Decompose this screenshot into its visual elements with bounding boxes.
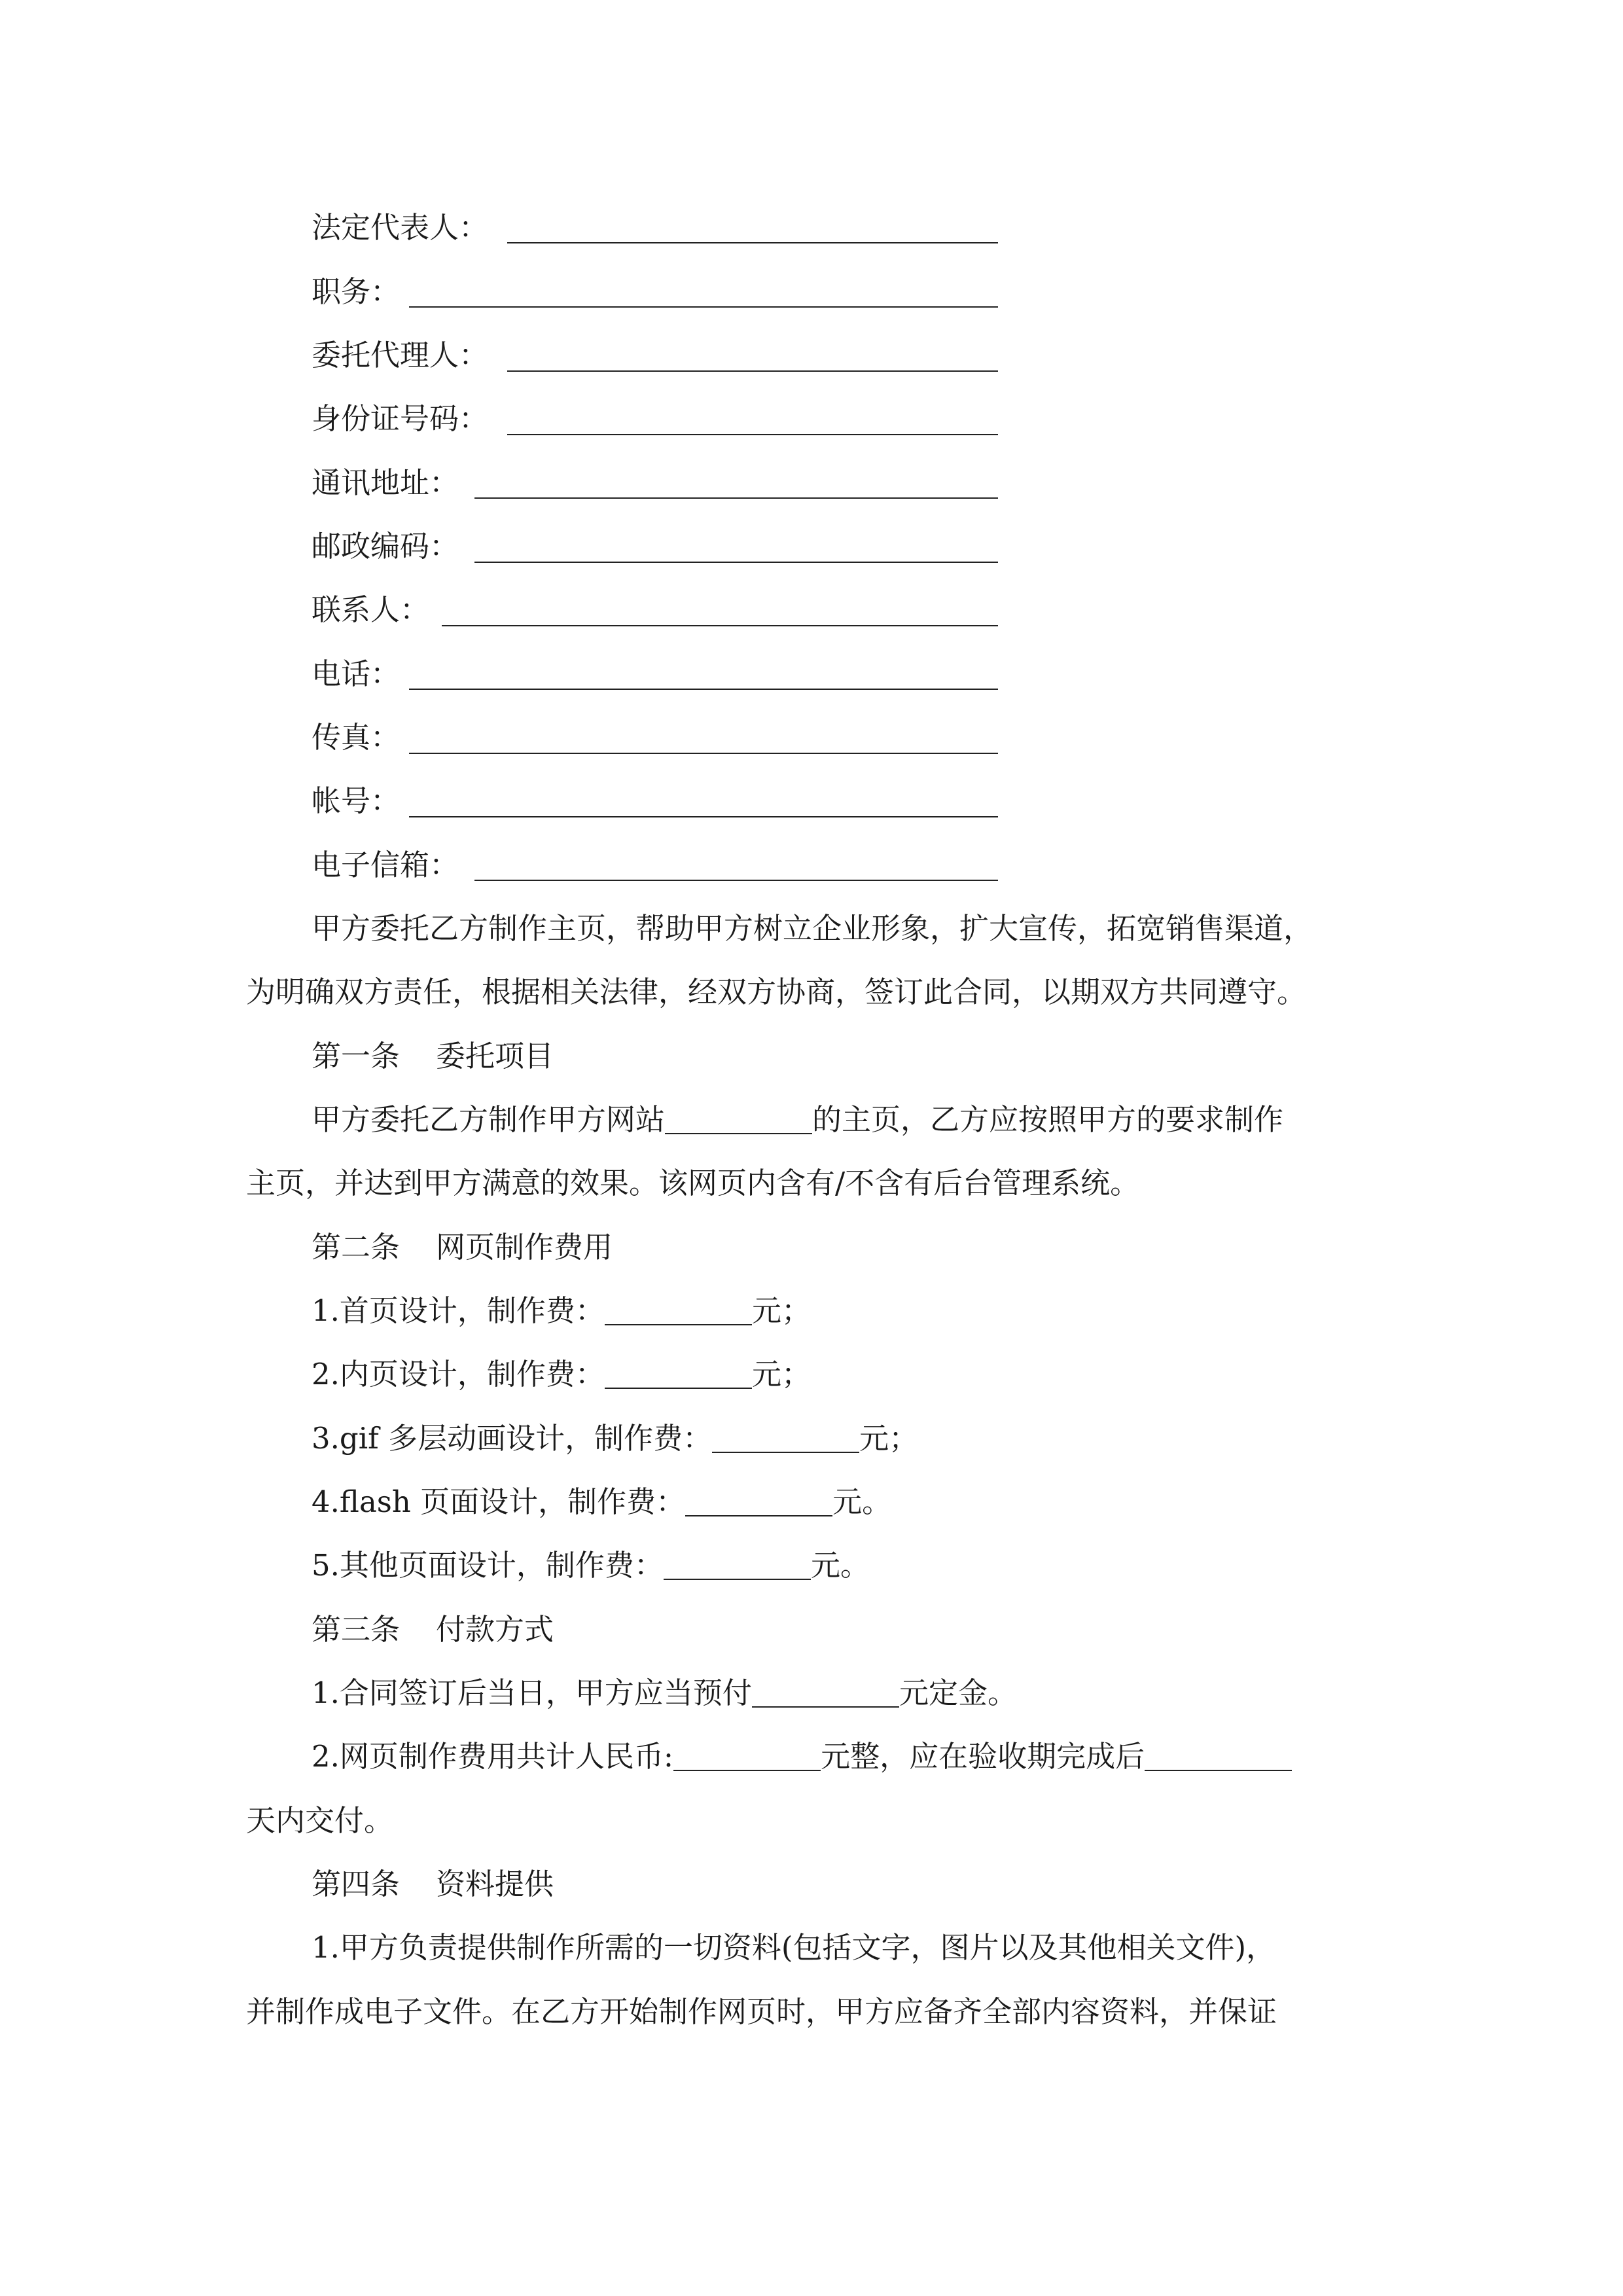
field-line-legal-rep[interactable] (507, 242, 998, 243)
article-2-number: 第二条 (312, 1230, 401, 1265)
article-1-title: 委托项目 (436, 1039, 554, 1073)
field-label-fax: 传真： (312, 720, 401, 755)
fee-item-3-suffix: 元； (859, 1421, 919, 1456)
article-1-text-a: 甲方委托乙方制作甲方网站 (312, 1102, 666, 1137)
intro-line-2: 为明确双方责任，根据相关法律，经双方协商，签订此合同，以期双方共同遵守。 (246, 975, 1307, 1009)
fee-item-1-text: 1.首页设计，制作费： (312, 1293, 605, 1328)
field-label-address: 通讯地址： (312, 465, 459, 500)
article-1-text-b: 的主页，乙方应按照甲方的要求制作 (812, 1102, 1284, 1137)
field-line-fax[interactable] (409, 753, 998, 754)
payment-item-2-text: 2.网页制作费用共计人民币: (312, 1739, 674, 1774)
payment-item-2 (312, 1737, 1292, 1776)
article-4-heading (312, 1865, 554, 1904)
field-line-account[interactable] (409, 816, 998, 817)
payment-item-2-mid: 元整，应在验收期完成后 (821, 1739, 1145, 1774)
field-line-email[interactable] (474, 880, 998, 881)
fee-item-2-suffix: 元； (751, 1357, 811, 1391)
article-2-heading (312, 1228, 613, 1267)
article-1-line-2: 主页，并达到甲方满意的效果。该网页内含有/不含有后台管理系统。 (246, 1166, 1140, 1200)
fee-item-2-blank[interactable] (605, 1359, 752, 1389)
fee-item-1-blank[interactable] (605, 1295, 752, 1325)
field-line-position[interactable] (409, 306, 998, 308)
field-line-phone[interactable] (409, 689, 998, 690)
field-line-id-number[interactable] (507, 434, 998, 435)
field-label-agent: 委托代理人： (312, 338, 489, 372)
fee-item-5-suffix: 元。 (810, 1548, 870, 1583)
article-3-number: 第三条 (312, 1612, 401, 1647)
article-4-title: 资料提供 (436, 1867, 554, 1901)
article-1-line-1 (312, 1100, 1283, 1139)
article-3-title: 付款方式 (436, 1612, 554, 1647)
fee-item-5 (312, 1546, 870, 1585)
field-label-position: 职务： (312, 274, 401, 309)
article-3-heading (312, 1610, 554, 1649)
field-line-address[interactable] (474, 497, 998, 499)
field-label-email: 电子信箱： (312, 848, 459, 882)
fee-item-3 (312, 1419, 918, 1458)
deposit-amount-blank[interactable] (752, 1677, 899, 1708)
field-label-account: 帐号： (312, 783, 401, 818)
fee-item-5-blank[interactable] (664, 1550, 811, 1580)
website-name-blank[interactable] (665, 1104, 812, 1134)
fee-item-3-text: 3.gif 多层动画设计，制作费： (312, 1421, 713, 1456)
field-label-contact: 联系人： (312, 592, 430, 627)
materials-item-1-line-2: 并制作成电子文件。在乙方开始制作网页时，甲方应备齐全部内容资料，并保证 (246, 1994, 1277, 2029)
field-label-postcode: 邮政编码： (312, 529, 459, 564)
field-label-legal-rep: 法定代表人： (312, 210, 489, 245)
fee-item-5-text: 5.其他页面设计，制作费： (312, 1548, 664, 1583)
field-label-phone: 电话： (312, 656, 401, 691)
materials-item-1-line-1: 1.甲方负责提供制作所需的一切资料(包括文字，图片以及其他相关文件)， (312, 1930, 1276, 1965)
payment-days-blank[interactable] (1145, 1741, 1292, 1771)
fee-item-4-suffix: 元。 (832, 1484, 892, 1519)
intro-line-1: 甲方委托乙方制作主页，帮助甲方树立企业形象，扩大宣传，拓宽销售渠道， (312, 911, 1313, 946)
fee-item-2-text: 2.内页设计，制作费： (312, 1357, 605, 1391)
total-amount-blank[interactable] (673, 1741, 821, 1771)
field-line-postcode[interactable] (474, 562, 998, 563)
fee-item-2 (312, 1355, 811, 1394)
payment-item-1-suffix: 元定金。 (899, 1676, 1017, 1710)
payment-item-2-cont: 天内交付。 (246, 1803, 394, 1838)
payment-item-1 (312, 1674, 1017, 1713)
fee-item-4 (312, 1482, 891, 1522)
payment-item-1-text: 1.合同签订后当日，甲方应当预付 (312, 1676, 752, 1710)
article-4-number: 第四条 (312, 1867, 401, 1901)
fee-item-4-text: 4.flash 页面设计，制作费： (312, 1484, 686, 1519)
fee-item-1 (312, 1291, 811, 1331)
fee-item-4-blank[interactable] (685, 1486, 832, 1516)
article-2-title: 网页制作费用 (436, 1230, 613, 1265)
article-1-heading (312, 1037, 554, 1076)
article-1-number: 第一条 (312, 1039, 401, 1073)
field-line-contact[interactable] (442, 625, 998, 626)
fee-item-3-blank[interactable] (712, 1423, 859, 1453)
field-line-agent[interactable] (507, 370, 998, 372)
fee-item-1-suffix: 元； (751, 1293, 811, 1328)
field-label-id-number: 身份证号码： (312, 401, 489, 436)
